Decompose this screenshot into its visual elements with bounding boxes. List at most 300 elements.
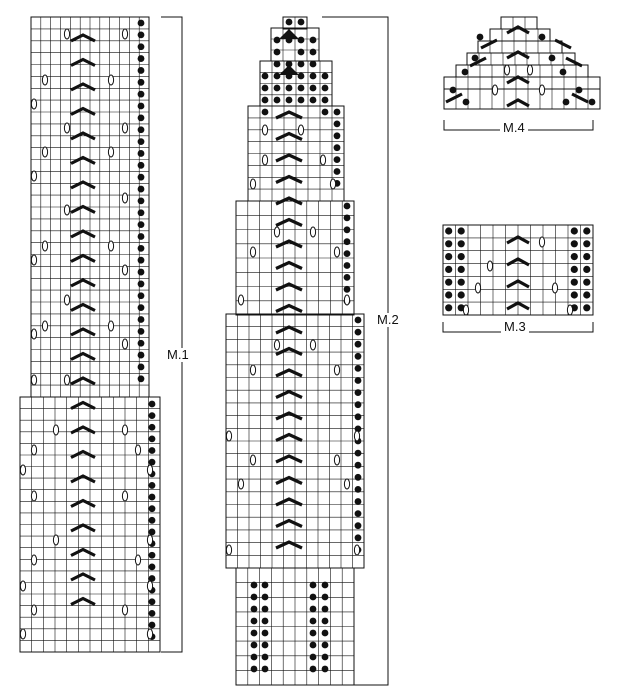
yarn-over-oval xyxy=(122,339,127,349)
yarn-over-oval xyxy=(504,65,509,75)
yarn-over-oval xyxy=(492,85,497,95)
purl-dot xyxy=(138,162,145,169)
purl-dot xyxy=(138,174,145,181)
yarn-over-oval xyxy=(42,75,47,85)
purl-dot xyxy=(549,55,556,62)
purl-dot xyxy=(138,233,145,240)
decrease-chevron xyxy=(71,182,95,188)
purl-dot xyxy=(138,31,145,38)
decrease-chevron xyxy=(71,256,95,262)
purl-dot xyxy=(138,221,145,228)
purl-dot xyxy=(334,156,341,163)
purl-dot xyxy=(298,61,305,68)
purl-dot xyxy=(262,97,269,104)
yarn-over-oval xyxy=(122,265,127,275)
purl-dot xyxy=(262,85,269,92)
purl-dot xyxy=(138,328,145,335)
decrease-chevron xyxy=(507,27,529,33)
purl-dot xyxy=(138,209,145,216)
purl-dot xyxy=(322,642,329,649)
decrease-chevron xyxy=(71,280,95,286)
purl-dot xyxy=(138,43,145,50)
yarn-over-oval xyxy=(298,125,303,135)
chart-m3 xyxy=(443,225,593,332)
purl-dot xyxy=(355,353,362,360)
purl-dot xyxy=(138,340,145,347)
purl-dot xyxy=(262,666,269,673)
yarn-over-oval xyxy=(31,99,36,109)
purl-dot xyxy=(310,642,317,649)
purl-dot xyxy=(138,375,145,382)
purl-dot xyxy=(583,227,590,234)
decrease-chevron xyxy=(276,284,302,290)
purl-dot xyxy=(138,304,145,311)
purl-dot xyxy=(149,517,156,524)
decrease-chevron xyxy=(71,599,95,605)
purl-dot xyxy=(310,85,317,92)
purl-dot xyxy=(286,19,293,26)
purl-dot xyxy=(583,266,590,273)
purl-dot xyxy=(138,126,145,133)
slanted-decrease xyxy=(555,40,571,48)
yarn-over-oval xyxy=(147,535,152,545)
purl-dot xyxy=(458,291,465,298)
yarn-over-oval xyxy=(42,147,47,157)
yarn-over-oval xyxy=(31,555,36,565)
decrease-chevron xyxy=(507,77,529,83)
purl-dot xyxy=(583,279,590,286)
yarn-over-oval xyxy=(475,283,480,293)
yarn-over-oval xyxy=(250,455,255,465)
purl-dot xyxy=(149,412,156,419)
purl-dot xyxy=(149,529,156,536)
yarn-over-oval xyxy=(344,295,349,305)
purl-dot xyxy=(149,494,156,501)
purl-dot xyxy=(563,99,570,106)
yarn-over-oval xyxy=(334,247,339,257)
yarn-over-oval xyxy=(122,123,127,133)
grid-border xyxy=(456,65,588,77)
purl-dot xyxy=(583,240,590,247)
purl-dot xyxy=(149,622,156,629)
yarn-over-oval xyxy=(539,237,544,247)
purl-dot xyxy=(344,274,351,281)
chart-m1-bracket xyxy=(161,17,182,652)
decrease-chevron xyxy=(276,306,302,312)
purl-dot xyxy=(571,266,578,273)
purl-dot xyxy=(463,99,470,106)
purl-dot xyxy=(138,352,145,359)
decrease-chevron xyxy=(71,403,95,409)
purl-dot xyxy=(334,144,341,151)
yarn-over-oval xyxy=(262,155,267,165)
decrease-chevron xyxy=(71,109,95,115)
purl-dot xyxy=(571,240,578,247)
purl-dot xyxy=(458,253,465,260)
grid-lines xyxy=(502,29,538,41)
purl-dot xyxy=(355,498,362,505)
purl-dot xyxy=(310,97,317,104)
purl-dot xyxy=(458,266,465,273)
purl-dot xyxy=(355,462,362,469)
purl-dot xyxy=(138,198,145,205)
purl-dot xyxy=(322,97,329,104)
purl-dot xyxy=(310,582,317,589)
purl-dot xyxy=(298,73,305,80)
purl-dot xyxy=(344,215,351,222)
yarn-over-oval xyxy=(250,179,255,189)
purl-dot xyxy=(262,594,269,601)
purl-dot xyxy=(310,37,317,44)
chart-m2 xyxy=(226,17,388,685)
yarn-over-oval xyxy=(147,629,152,639)
purl-dot xyxy=(458,279,465,286)
purl-dot xyxy=(310,654,317,661)
purl-dot xyxy=(355,522,362,529)
decrease-chevron xyxy=(71,329,95,335)
purl-dot xyxy=(286,97,293,104)
grid-lines xyxy=(456,89,588,109)
purl-dot xyxy=(462,69,469,76)
purl-dot xyxy=(458,240,465,247)
chart-m4-grid-row5 xyxy=(456,65,588,77)
decrease-chevron xyxy=(71,84,95,90)
decrease-chevron xyxy=(71,158,95,164)
purl-dot xyxy=(310,666,317,673)
yarn-over-oval xyxy=(463,305,468,315)
purl-dot xyxy=(344,238,351,245)
purl-dot xyxy=(274,85,281,92)
decrease-chevron xyxy=(276,263,302,269)
purl-dot xyxy=(322,654,329,661)
purl-dot xyxy=(355,329,362,336)
purl-dot xyxy=(298,97,305,104)
yarn-over-oval xyxy=(31,491,36,501)
purl-dot xyxy=(274,61,281,68)
purl-dot xyxy=(322,594,329,601)
decrease-chevron xyxy=(276,112,302,118)
purl-dot xyxy=(149,435,156,442)
yarn-over-oval xyxy=(20,629,25,639)
decrease-chevron xyxy=(276,521,302,527)
yarn-over-oval xyxy=(487,261,492,271)
purl-dot xyxy=(149,505,156,512)
yarn-over-oval xyxy=(552,283,557,293)
purl-dot xyxy=(355,510,362,517)
decrease-chevron xyxy=(276,499,302,505)
purl-dot xyxy=(138,186,145,193)
yarn-over-oval xyxy=(31,605,36,615)
chart-label-m1: M.1 xyxy=(164,348,192,362)
decrease-chevron xyxy=(71,35,95,41)
yarn-over-oval xyxy=(108,321,113,331)
purl-dot xyxy=(445,266,452,273)
yarn-over-oval xyxy=(274,340,279,350)
purl-dot xyxy=(251,666,258,673)
decrease-chevron xyxy=(71,231,95,237)
yarn-over-oval xyxy=(31,329,36,339)
yarn-over-oval xyxy=(20,581,25,591)
purl-dot xyxy=(344,262,351,269)
yarn-over-oval xyxy=(310,227,315,237)
decrease-chevron xyxy=(71,476,95,482)
yarn-over-oval xyxy=(122,491,127,501)
purl-dot xyxy=(138,245,145,252)
yarn-over-oval xyxy=(567,305,572,315)
purl-dot xyxy=(322,618,329,625)
purl-dot xyxy=(344,203,351,210)
purl-dot xyxy=(138,292,145,299)
yarn-over-oval xyxy=(334,455,339,465)
purl-dot xyxy=(310,73,317,80)
purl-dot xyxy=(355,389,362,396)
yarn-over-oval xyxy=(135,445,140,455)
slanted-decrease xyxy=(446,94,462,102)
decrease-chevron xyxy=(71,574,95,580)
yarn-over-oval xyxy=(226,545,231,555)
purl-dot xyxy=(355,486,362,493)
purl-dot xyxy=(138,103,145,110)
purl-dot xyxy=(138,20,145,27)
purl-dot xyxy=(149,563,156,570)
yarn-over-oval xyxy=(147,465,152,475)
yarn-over-oval xyxy=(64,205,69,215)
yarn-over-oval xyxy=(42,321,47,331)
yarn-over-oval xyxy=(354,431,359,441)
yarn-over-oval xyxy=(108,147,113,157)
yarn-over-oval xyxy=(64,375,69,385)
yarn-over-oval xyxy=(42,241,47,251)
purl-dot xyxy=(310,594,317,601)
chart-m2-mid-grid xyxy=(248,106,344,201)
purl-dot xyxy=(138,316,145,323)
purl-dot xyxy=(355,377,362,384)
purl-dot xyxy=(355,450,362,457)
purl-dot xyxy=(251,654,258,661)
purl-dot xyxy=(149,482,156,489)
purl-dot xyxy=(149,424,156,431)
yarn-over-oval xyxy=(226,431,231,441)
decrease-chevron xyxy=(71,354,95,360)
decrease-chevron xyxy=(276,542,302,548)
chart-label-m4: M.4 xyxy=(500,121,528,135)
purl-dot xyxy=(583,304,590,311)
purl-dot xyxy=(445,253,452,260)
yarn-over-oval xyxy=(108,75,113,85)
purl-dot xyxy=(149,401,156,408)
purl-dot xyxy=(355,401,362,408)
grid-lines xyxy=(31,17,149,397)
purl-dot xyxy=(445,227,452,234)
grid-lines xyxy=(260,61,332,106)
decrease-chevron xyxy=(71,427,95,433)
decrease-chevron xyxy=(276,155,302,161)
yarn-over-oval xyxy=(147,581,152,591)
purl-dot xyxy=(298,85,305,92)
purl-dot xyxy=(262,642,269,649)
purl-dot xyxy=(286,85,293,92)
purl-dot xyxy=(262,109,269,116)
purl-dot xyxy=(571,227,578,234)
purl-dot xyxy=(571,279,578,286)
purl-dot xyxy=(445,291,452,298)
purl-dot xyxy=(138,138,145,145)
purl-dot xyxy=(322,582,329,589)
decrease-chevron xyxy=(276,220,302,226)
purl-dot xyxy=(458,227,465,234)
purl-dot xyxy=(477,34,484,41)
chart-m2-peak-grid xyxy=(271,28,319,61)
purl-dot xyxy=(344,250,351,257)
yarn-over-oval xyxy=(64,29,69,39)
purl-dot xyxy=(274,97,281,104)
purl-dot xyxy=(251,594,258,601)
purl-dot xyxy=(274,49,281,56)
grid-lines xyxy=(271,28,319,61)
purl-dot xyxy=(149,552,156,559)
purl-dot xyxy=(334,168,341,175)
purl-dot xyxy=(149,447,156,454)
decrease-chevron xyxy=(71,305,95,311)
yarn-over-oval xyxy=(274,227,279,237)
decrease-chevron xyxy=(71,207,95,213)
decrease-chevron xyxy=(71,452,95,458)
purl-dot xyxy=(355,341,362,348)
purl-dot xyxy=(251,582,258,589)
yarn-over-oval xyxy=(250,247,255,257)
decrease-chevron xyxy=(276,478,302,484)
purl-dot xyxy=(355,317,362,324)
decrease-chevron xyxy=(276,392,302,398)
purl-dot xyxy=(262,630,269,637)
purl-dot xyxy=(445,304,452,311)
yarn-over-oval xyxy=(122,29,127,39)
decrease-chevron xyxy=(276,327,302,333)
yarn-over-oval xyxy=(31,255,36,265)
purl-dot xyxy=(274,73,281,80)
yarn-over-oval xyxy=(31,171,36,181)
purl-dot xyxy=(262,73,269,80)
yarn-over-oval xyxy=(539,85,544,95)
yarn-over-oval xyxy=(122,193,127,203)
yarn-over-oval xyxy=(31,445,36,455)
decrease-chevron xyxy=(276,370,302,376)
purl-dot xyxy=(138,114,145,121)
chart-m4 xyxy=(444,17,600,130)
yarn-over-oval xyxy=(320,155,325,165)
purl-dot xyxy=(310,618,317,625)
purl-dot xyxy=(344,286,351,293)
purl-dot xyxy=(583,253,590,260)
purl-dot xyxy=(298,49,305,56)
slanted-decrease xyxy=(572,94,588,102)
yarn-over-oval xyxy=(64,295,69,305)
yarn-over-oval xyxy=(20,465,25,475)
purl-dot xyxy=(251,642,258,649)
purl-dot xyxy=(262,606,269,613)
yarn-over-oval xyxy=(238,295,243,305)
purl-dot xyxy=(138,257,145,264)
purl-dot xyxy=(274,37,281,44)
purl-dot xyxy=(138,55,145,62)
yarn-over-oval xyxy=(262,125,267,135)
yarn-over-oval xyxy=(354,545,359,555)
yarn-over-oval xyxy=(64,123,69,133)
grid-lines xyxy=(490,41,550,53)
grid-lines xyxy=(20,397,160,652)
yarn-over-oval xyxy=(334,365,339,375)
decrease-chevron xyxy=(71,525,95,531)
yarn-over-oval xyxy=(122,425,127,435)
purl-dot xyxy=(583,291,590,298)
decrease-chevron xyxy=(276,435,302,441)
purl-dot xyxy=(251,618,258,625)
chart-m1-lower-grid xyxy=(20,397,160,652)
yarn-over-oval xyxy=(108,241,113,251)
purl-dot xyxy=(539,34,546,41)
purl-dot xyxy=(138,269,145,276)
yarn-over-oval xyxy=(31,375,36,385)
purl-dot xyxy=(138,67,145,74)
yarn-over-oval xyxy=(53,535,58,545)
purl-dot xyxy=(149,610,156,617)
purl-dot xyxy=(262,618,269,625)
decrease-chevron xyxy=(276,456,302,462)
purl-dot xyxy=(445,240,452,247)
purl-dot xyxy=(355,534,362,541)
yarn-over-oval xyxy=(344,479,349,489)
purl-dot xyxy=(310,49,317,56)
grid-lines xyxy=(236,201,354,315)
chart-m2-top-grid xyxy=(260,61,332,106)
grid-lines xyxy=(248,106,344,201)
purl-dot xyxy=(322,85,329,92)
chart-m2-lower-mid-grid xyxy=(236,201,354,315)
chart-m1-upper-grid xyxy=(31,17,149,397)
purl-dot xyxy=(262,654,269,661)
purl-dot xyxy=(149,598,156,605)
purl-dot xyxy=(322,109,329,116)
purl-dot xyxy=(571,253,578,260)
purl-dot xyxy=(322,73,329,80)
yarn-over-oval xyxy=(122,605,127,615)
triangle-decrease xyxy=(279,29,299,39)
yarn-over-oval xyxy=(135,555,140,565)
decrease-chevron xyxy=(276,349,302,355)
purl-dot xyxy=(472,55,479,62)
purl-dot xyxy=(138,91,145,98)
purl-dot xyxy=(571,291,578,298)
chart-m1 xyxy=(20,17,182,652)
decrease-chevron xyxy=(276,413,302,419)
purl-dot xyxy=(334,109,341,116)
purl-dot xyxy=(334,132,341,139)
purl-dot xyxy=(322,666,329,673)
purl-dot xyxy=(262,582,269,589)
purl-dot xyxy=(138,150,145,157)
purl-dot xyxy=(310,61,317,68)
purl-dot xyxy=(251,630,258,637)
yarn-over-oval xyxy=(53,425,58,435)
purl-dot xyxy=(322,606,329,613)
yarn-over-oval xyxy=(238,479,243,489)
purl-dot xyxy=(334,121,341,128)
yarn-over-oval xyxy=(330,179,335,189)
purl-dot xyxy=(138,281,145,288)
purl-dot xyxy=(138,79,145,86)
yarn-over-oval xyxy=(310,340,315,350)
purl-dot xyxy=(251,606,258,613)
